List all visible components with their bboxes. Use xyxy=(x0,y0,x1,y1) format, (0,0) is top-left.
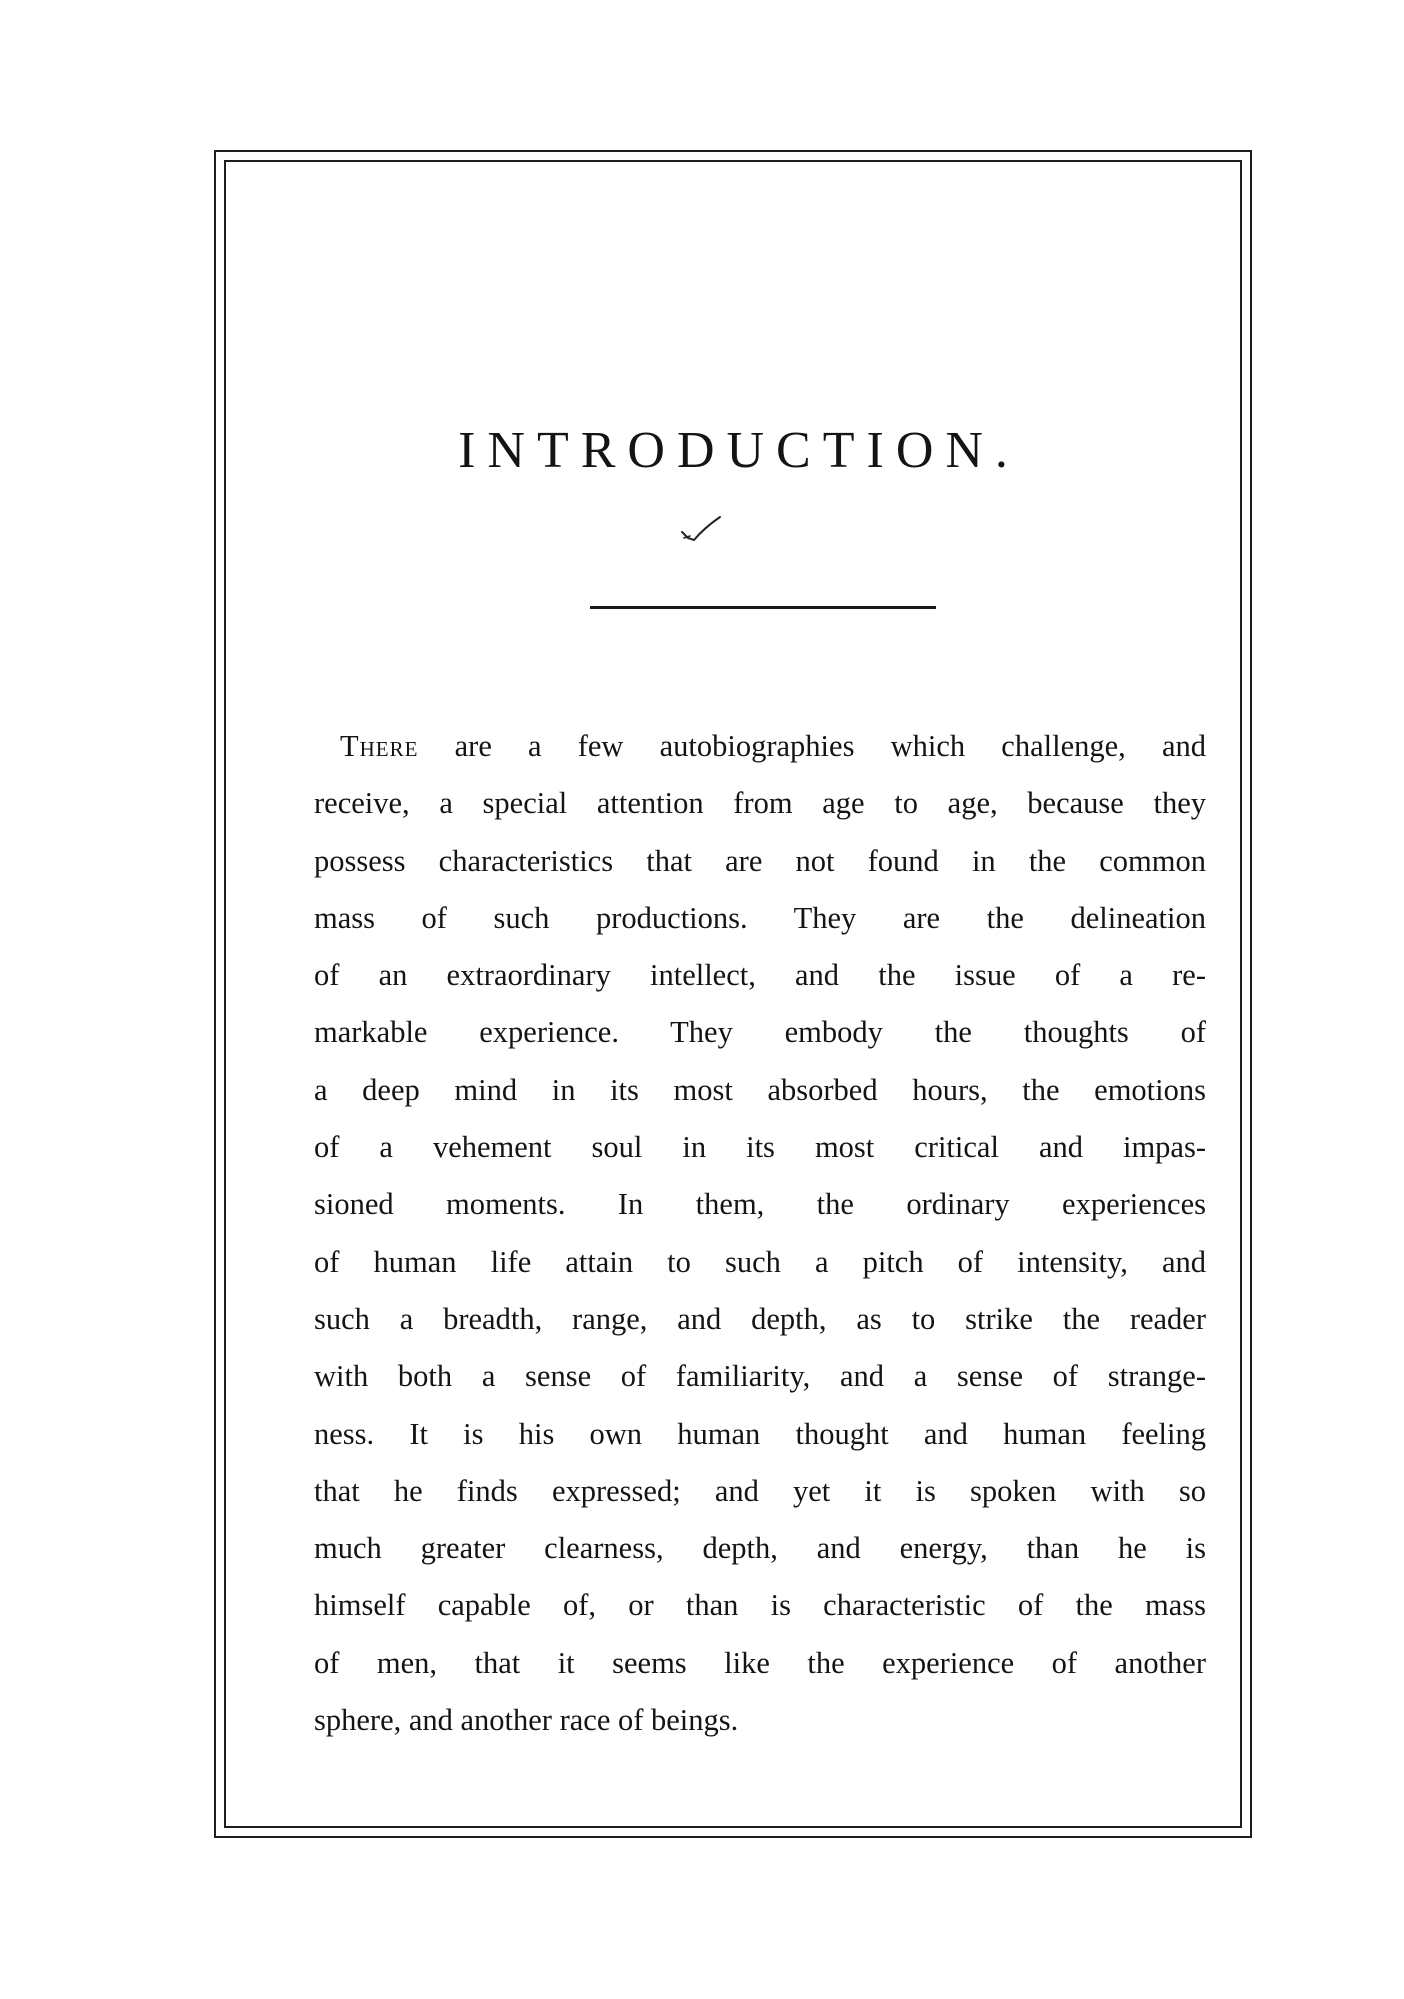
paragraph-line: mass of such productions. They are the delineation xyxy=(314,900,1206,935)
paragraph-line: ness. It is his own human thought and human feeling xyxy=(314,1416,1206,1451)
page-title: INTRODUCTION. xyxy=(458,422,1020,479)
paragraph-line: of men, that it seems like the experience of another xyxy=(314,1645,1206,1680)
paragraph-line: markable experience. They embody the thoughts of xyxy=(314,1015,1206,1050)
paragraph-line: of an extraordinary intellect, and the issue of a re- xyxy=(314,958,1206,993)
introduction-paragraph xyxy=(314,718,1206,1749)
paragraph-line: such a breadth, range, and depth, as to strike the reader xyxy=(314,1301,1206,1336)
lead-word: There xyxy=(340,729,419,763)
paragraph-line: sioned moments. In them, the ordinary experiences xyxy=(314,1187,1206,1222)
paragraph-line-text: are a few autobiographies which challenge, and xyxy=(418,729,1206,763)
paragraph-line xyxy=(314,718,1206,775)
paragraph-line: possess characteristics that are not found in the common xyxy=(314,843,1206,878)
heading-rule xyxy=(590,606,936,609)
paragraph-line: himself capable of, or than is characteristic of the mass xyxy=(314,1588,1206,1623)
paragraph-line: of a vehement soul in its most critical and impas- xyxy=(314,1130,1206,1165)
paragraph-line: a deep mind in its most absorbed hours, the emotions xyxy=(314,1072,1206,1107)
paragraph-line: that he finds expressed; and yet it is spoken with so xyxy=(314,1473,1206,1508)
check-mark-icon xyxy=(680,514,722,544)
paragraph-line: sphere, and another race of beings. xyxy=(314,1703,739,1738)
paragraph-line: much greater clearness, depth, and energy, than he is xyxy=(314,1531,1206,1566)
paragraph-line: of human life attain to such a pitch of intensity, and xyxy=(314,1244,1206,1279)
paragraph-line: receive, a special attention from age to age, because they xyxy=(314,786,1206,821)
paragraph-line: with both a sense of familiarity, and a sense of strange- xyxy=(314,1359,1206,1394)
